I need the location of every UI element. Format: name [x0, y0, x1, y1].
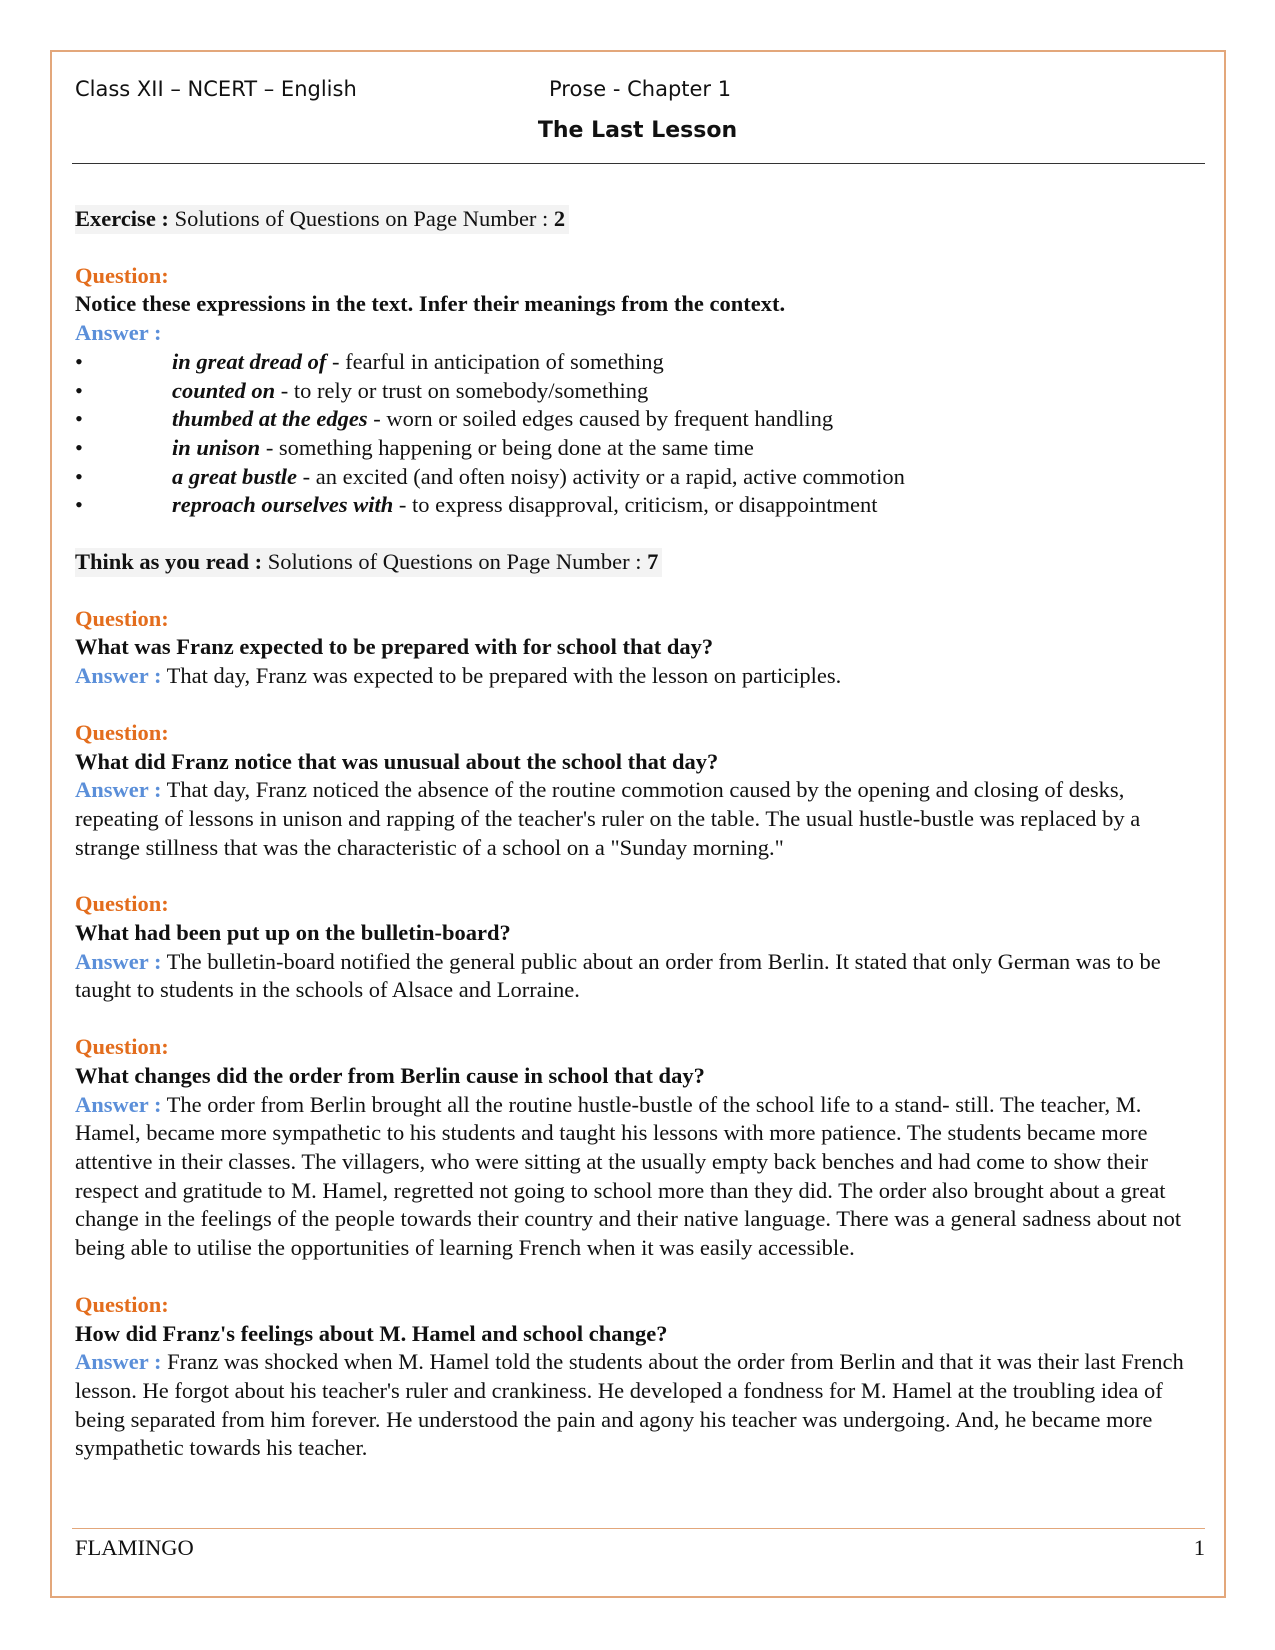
answer-paragraph [75, 1091, 1205, 1263]
answer-paragraph [75, 1348, 1205, 1463]
question-text: What did Franz notice that was unusual about the school that day? [75, 748, 719, 774]
answer-label: Answer : [75, 663, 162, 689]
answer-label: Answer : [75, 948, 162, 974]
question-label: Question: [75, 1034, 169, 1060]
document-body [75, 205, 1205, 1491]
list-item: • in great dread of - fearful in anticipation of something [75, 348, 1205, 377]
list-item: • a great bustle - an excited (and often noisy) activity or a rapid, active commotion [75, 463, 1205, 492]
think-text: Solutions of Questions on Page Number : [262, 549, 648, 575]
footer-divider [72, 1528, 1205, 1529]
header-chapter-label: Prose - Chapter 1 [549, 77, 732, 101]
question-text: What changes did the order from Berlin cause in school that day? [75, 1062, 705, 1088]
bullet-icon: • [75, 348, 83, 374]
question-block-3 [75, 719, 1205, 863]
answer-text: Franz was shocked when M. Hamel told the students about the order from Berlin and that it was their last French lesson. He forgot about his teacher's ruler and crankiness. He developed a fondness for M. Hamel at the troubling idea of being separated from him forever. He understood the pain and agony his teacher was undergoing. And, he became more sympathetic towards his teacher. [75, 1349, 1184, 1461]
question-text: How did Franz's feelings about M. Hamel and school change? [75, 1320, 668, 1346]
question-text: What had been put up on the bulletin-board? [75, 920, 511, 946]
question-text: Notice these expressions in the text. Infer their meanings from the context. [75, 291, 786, 317]
question-block-4 [75, 890, 1205, 1005]
page-number: 1 [1193, 1535, 1205, 1560]
think-page-number: 7 [647, 549, 659, 575]
question-label: Question: [75, 262, 169, 288]
question-label: Question: [75, 891, 169, 917]
question-block-5 [75, 1033, 1205, 1263]
question-label: Question: [75, 605, 169, 631]
question-block-1 [75, 262, 1205, 520]
answer-paragraph [75, 948, 1205, 1005]
header-class-label: Class XII – NCERT – English [75, 77, 357, 101]
list-item: • reproach ourselves with - to express disapproval, criticism, or disappointment [75, 491, 1205, 520]
chapter-title: The Last Lesson [537, 118, 738, 143]
list-item: • counted on - to rely or trust on somebody/something [75, 377, 1205, 406]
answer-label: Answer : [75, 1349, 162, 1375]
answer-paragraph [75, 776, 1205, 862]
bullet-icon: • [75, 377, 83, 403]
bullet-icon: • [75, 463, 83, 489]
bullet-icon: • [75, 492, 83, 518]
exercise-page-number: 2 [553, 206, 566, 231]
answer-label: Answer : [75, 777, 162, 803]
question-block-2 [75, 605, 1205, 691]
answer-text: That day, Franz was expected to be prepared with the lesson on participles. [161, 663, 842, 689]
answer-text: The order from Berlin brought all the routine hustle-bustle of the school life to a stand- still. The teacher, M. Hamel, became more sympathetic to his students and taught his lessons with more patience. The students became more attentive in their classes. The villagers, who were sitting at the usually empty back benches and had come to show their respect and gratitude to M. Hamel, regretted not going to school more than they did. The order also brought about a great change in the feelings of the people towards their country and their native language. There was a general sadness about not being able to utilise the opportunities of learning French when it was easily accessible. [75, 1091, 1182, 1261]
answer-paragraph [75, 662, 1205, 691]
expression-list [75, 348, 1205, 520]
answer-text: That day, Franz noticed the absence of the routine commotion caused by the opening and closing of desks, repeating of lessons in unison and rapping of the teacher's ruler on the table. The usual hustle-bustle was replaced by a strange stillness that was the characteristic of a school on a "Sunday morning." [75, 777, 1141, 860]
think-section-heading [75, 548, 1205, 577]
answer-label: Answer : [75, 320, 162, 346]
exercise-label: Exercise : [75, 206, 169, 231]
question-block-6 [75, 1291, 1205, 1463]
think-label: Think as you read : [75, 549, 263, 575]
question-text: What was Franz expected to be prepared with for school that day? [75, 634, 714, 660]
question-label: Question: [75, 1291, 169, 1317]
exercise-text: Solutions of Questions on Page Number : [168, 206, 554, 231]
footer-book-title: FLAMINGO [75, 1535, 194, 1560]
list-item: • thumbed at the edges - worn or soiled edges caused by frequent handling [75, 405, 1205, 434]
bullet-icon: • [75, 406, 83, 432]
list-item: • in unison - something happening or being done at the same time [75, 434, 1205, 463]
question-label: Question: [75, 719, 169, 745]
answer-label: Answer : [75, 1091, 162, 1117]
exercise-section-heading [75, 205, 1205, 234]
answer-text: The bulletin-board notified the general public about an order from Berlin. It stated that only German was to be taught to students in the schools of Alsace and Lorraine. [75, 948, 1161, 1003]
bullet-icon: • [75, 434, 83, 460]
header-divider [72, 163, 1205, 164]
